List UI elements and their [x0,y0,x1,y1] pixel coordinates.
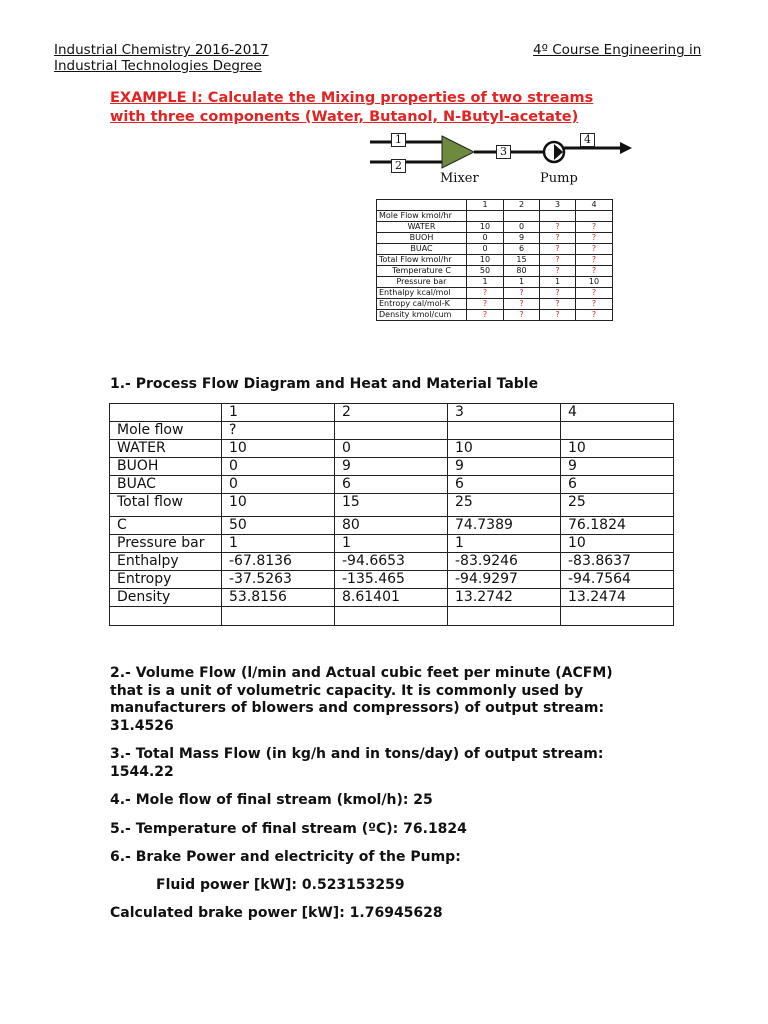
section3-value: 1544.22 [110,763,174,780]
main-table-cell [335,422,448,440]
main-table-cell: 9 [335,458,448,476]
figure-table-cell: ? [540,244,576,255]
section2-value: 31.4526 [110,717,174,734]
figure-table-header-cell: 1 [467,200,504,211]
mixer-label: Mixer [440,171,479,186]
main-table-row [110,422,674,440]
figure-table-row-label: BUAC [377,244,467,255]
figure-table-cell: ? [540,310,576,321]
figure-table-cell: ? [576,266,613,277]
figure-table-row [377,255,613,266]
main-table-row-label: Total flow [110,494,222,517]
figure-table-cell: 50 [467,266,504,277]
main-table-row [110,535,674,553]
figure-table-cell: 10 [467,255,504,266]
main-table-row-label: Enthalpy [110,553,222,571]
figure-table-cell: ? [576,244,613,255]
section6-brake-power: Calculated brake power [kW]: 1.76945628 [110,905,443,921]
main-table-cell: -37.5263 [222,571,335,589]
main-table-cell [448,607,561,626]
main-table-cell: 25 [448,494,561,517]
figure-table-cell: 10 [576,277,613,288]
figure-table-cell: ? [467,299,504,310]
figure-table-header-row [377,200,613,211]
figure-table-row-label: Total Flow kmol/hr [377,255,467,266]
figure-table-cell: ? [540,299,576,310]
figure-table-cell: ? [576,288,613,299]
mixer-icon [442,136,474,168]
figure-table-row-label: Enthalpy kcal/mol [377,288,467,299]
main-table-row [110,458,674,476]
main-table-cell: 8.61401 [335,589,448,607]
main-table-row [110,589,674,607]
main-table-cell: 6 [335,476,448,494]
section1-heading: 1.- Process Flow Diagram and Heat and Material Table [110,376,539,392]
figure-table-cell: 0 [504,222,540,233]
section6-heading: 6.- Brake Power and electricity of the Pump: [110,849,461,865]
main-table-header-cell: 4 [561,404,674,422]
main-table-cell: 9 [448,458,561,476]
main-table-cell: 50 [222,517,335,535]
figure-table-row-label: Temperature C [377,266,467,277]
figure-table-header-cell: 2 [504,200,540,211]
main-table-cell [335,607,448,626]
figure-table-cell: 6 [504,244,540,255]
pump-label: Pump [540,171,578,186]
main-table-row-label: BUAC [110,476,222,494]
main-table-cell: 13.2474 [561,589,674,607]
main-table-cell: -83.9246 [448,553,561,571]
main-table-cell: -83.8637 [561,553,674,571]
main-table-header-cell: 1 [222,404,335,422]
main-table-row-label: C [110,517,222,535]
section2-line2: that is a unit of volumetric capacity. It is commonly used by [110,682,584,699]
main-table-row-label [110,607,222,626]
main-table-cell: 10 [448,440,561,458]
main-table-cell: -94.9297 [448,571,561,589]
main-table-cell: 1 [448,535,561,553]
figure-table-header-cell: 3 [540,200,576,211]
figure-table-cell: 1 [504,277,540,288]
main-table-cell [561,422,674,440]
main-table-cell: 10 [222,494,335,517]
figure-table-cell: ? [467,288,504,299]
figure-table-cell [576,211,613,222]
section4: 4.- Mole flow of final stream (kmol/h): 25 [110,792,433,808]
figure-table-row-label: Entropy cal/mol-K [377,299,467,310]
main-table-row [110,607,674,626]
section2-line1: 2.- Volume Flow (l/min and Actual cubic feet per minute (ACFM) [110,665,613,681]
figure-table-row [377,310,613,321]
main-table-row [110,440,674,458]
figure-table-cell: ? [576,222,613,233]
main-table-cell: 74.7389 [448,517,561,535]
main-table-cell: 80 [335,517,448,535]
figure-table-row-label: Pressure bar [377,277,467,288]
figure-table-cell: ? [504,299,540,310]
figure-table-cell: ? [467,310,504,321]
figure-table-row [377,299,613,310]
main-table-row-label: Mole flow [110,422,222,440]
figure-table-cell: ? [540,222,576,233]
figure-table-cell: ? [504,310,540,321]
figure-table-header-cell [377,200,467,211]
main-table-cell: 0 [222,476,335,494]
figure-table-row [377,277,613,288]
main-table-row [110,517,674,535]
figure-table-cell: 0 [467,244,504,255]
figure-table-row [377,222,613,233]
figure-table-cell: 15 [504,255,540,266]
header-course: Industrial Chemistry 2016-2017 [54,42,269,58]
figure-table-cell [467,211,504,222]
section5: 5.- Temperature of final stream (ºC): 76.1824 [110,821,467,837]
figure-table-cell: ? [576,255,613,266]
section3 [110,746,670,781]
stream-2-tag: 2 [391,159,406,173]
main-table-cell [561,607,674,626]
figure-table-row [377,233,613,244]
section6-fluid-power: Fluid power [kW]: 0.523153259 [156,877,405,893]
main-table-row [110,476,674,494]
figure-table-row-label: BUOH [377,233,467,244]
figure-table-row-label: Density kmol/cum [377,310,467,321]
main-table-cell: -135.465 [335,571,448,589]
figure-table-cell: 9 [504,233,540,244]
main-table-cell: 6 [448,476,561,494]
example-title [110,89,593,127]
example-title-line1: EXAMPLE I: Calculate the Mixing properties of two streams [110,90,594,106]
main-table-header-cell: 3 [448,404,561,422]
figure-table-cell: 10 [467,222,504,233]
main-table-header-row [110,404,674,422]
main-table-cell: -94.7564 [561,571,674,589]
main-table-row-label: BUOH [110,458,222,476]
main-table-row-label: Entropy [110,571,222,589]
stream-1-tag: 1 [391,133,406,147]
figure-table-row [377,288,613,299]
main-table-cell: 0 [335,440,448,458]
figure-table-cell: ? [576,310,613,321]
stream-4-tag: 4 [580,133,595,147]
process-flow-diagram [368,128,632,192]
main-table-cell [448,422,561,440]
arrow-icon [620,142,632,154]
figure-table-cell: ? [540,288,576,299]
main-table-cell: 13.2742 [448,589,561,607]
figure-table-row [377,211,613,222]
figure-table-cell: ? [540,255,576,266]
figure-table-header-cell: 4 [576,200,613,211]
main-table-cell: 10 [561,440,674,458]
figure-table-row-label: Mole Flow kmol/hr [377,211,467,222]
figure-table-row [377,244,613,255]
main-table-cell: 53.8156 [222,589,335,607]
figure-table-cell: 80 [504,266,540,277]
section3-line1: 3.- Total Mass Flow (in kg/h and in tons/day) of output stream: [110,746,604,762]
main-table-cell: 25 [561,494,674,517]
main-table-cell: 1 [222,535,335,553]
main-table-cell: 1 [335,535,448,553]
main-table-cell [222,607,335,626]
figure-table-cell: ? [576,233,613,244]
main-table-row-label: Density [110,589,222,607]
figure-table-cell [540,211,576,222]
figure-table-cell: 0 [467,233,504,244]
main-table-cell: 0 [222,458,335,476]
figure-table-cell: ? [540,266,576,277]
main-table-cell: -67.8136 [222,553,335,571]
heat-material-table [109,403,674,626]
example-title-line2: with three components (Water, Butanol, N-Butyl-acetate) [110,109,579,125]
figure-table-cell: 1 [540,277,576,288]
main-table-cell: 6 [561,476,674,494]
figure-table-row [377,266,613,277]
main-table-row-label: WATER [110,440,222,458]
figure-stream-table [376,199,613,321]
main-table-row [110,494,674,517]
main-table-cell: 10 [222,440,335,458]
header-degree: Industrial Technologies Degree [54,58,262,74]
main-table-header-cell: 2 [335,404,448,422]
section2 [110,665,670,735]
main-table-row-label: Pressure bar [110,535,222,553]
main-table-row [110,553,674,571]
main-table-cell: 76.1824 [561,517,674,535]
main-table-cell: -94.6653 [335,553,448,571]
stream-3-tag: 3 [496,145,511,159]
figure-table-cell: ? [504,288,540,299]
main-table-header-cell [110,404,222,422]
main-table-cell: 9 [561,458,674,476]
figure-table-cell: ? [576,299,613,310]
figure-table-row-label: WATER [377,222,467,233]
main-table-cell: ? [222,422,335,440]
main-table-cell: 10 [561,535,674,553]
figure-table-cell: ? [540,233,576,244]
figure-table-cell: 1 [467,277,504,288]
figure-table-cell [504,211,540,222]
main-table-cell: 15 [335,494,448,517]
section2-line3: manufacturers of blowers and compressors) of output stream: [110,700,605,716]
main-table-row [110,571,674,589]
header-course-right: 4º Course Engineering in [533,42,702,58]
